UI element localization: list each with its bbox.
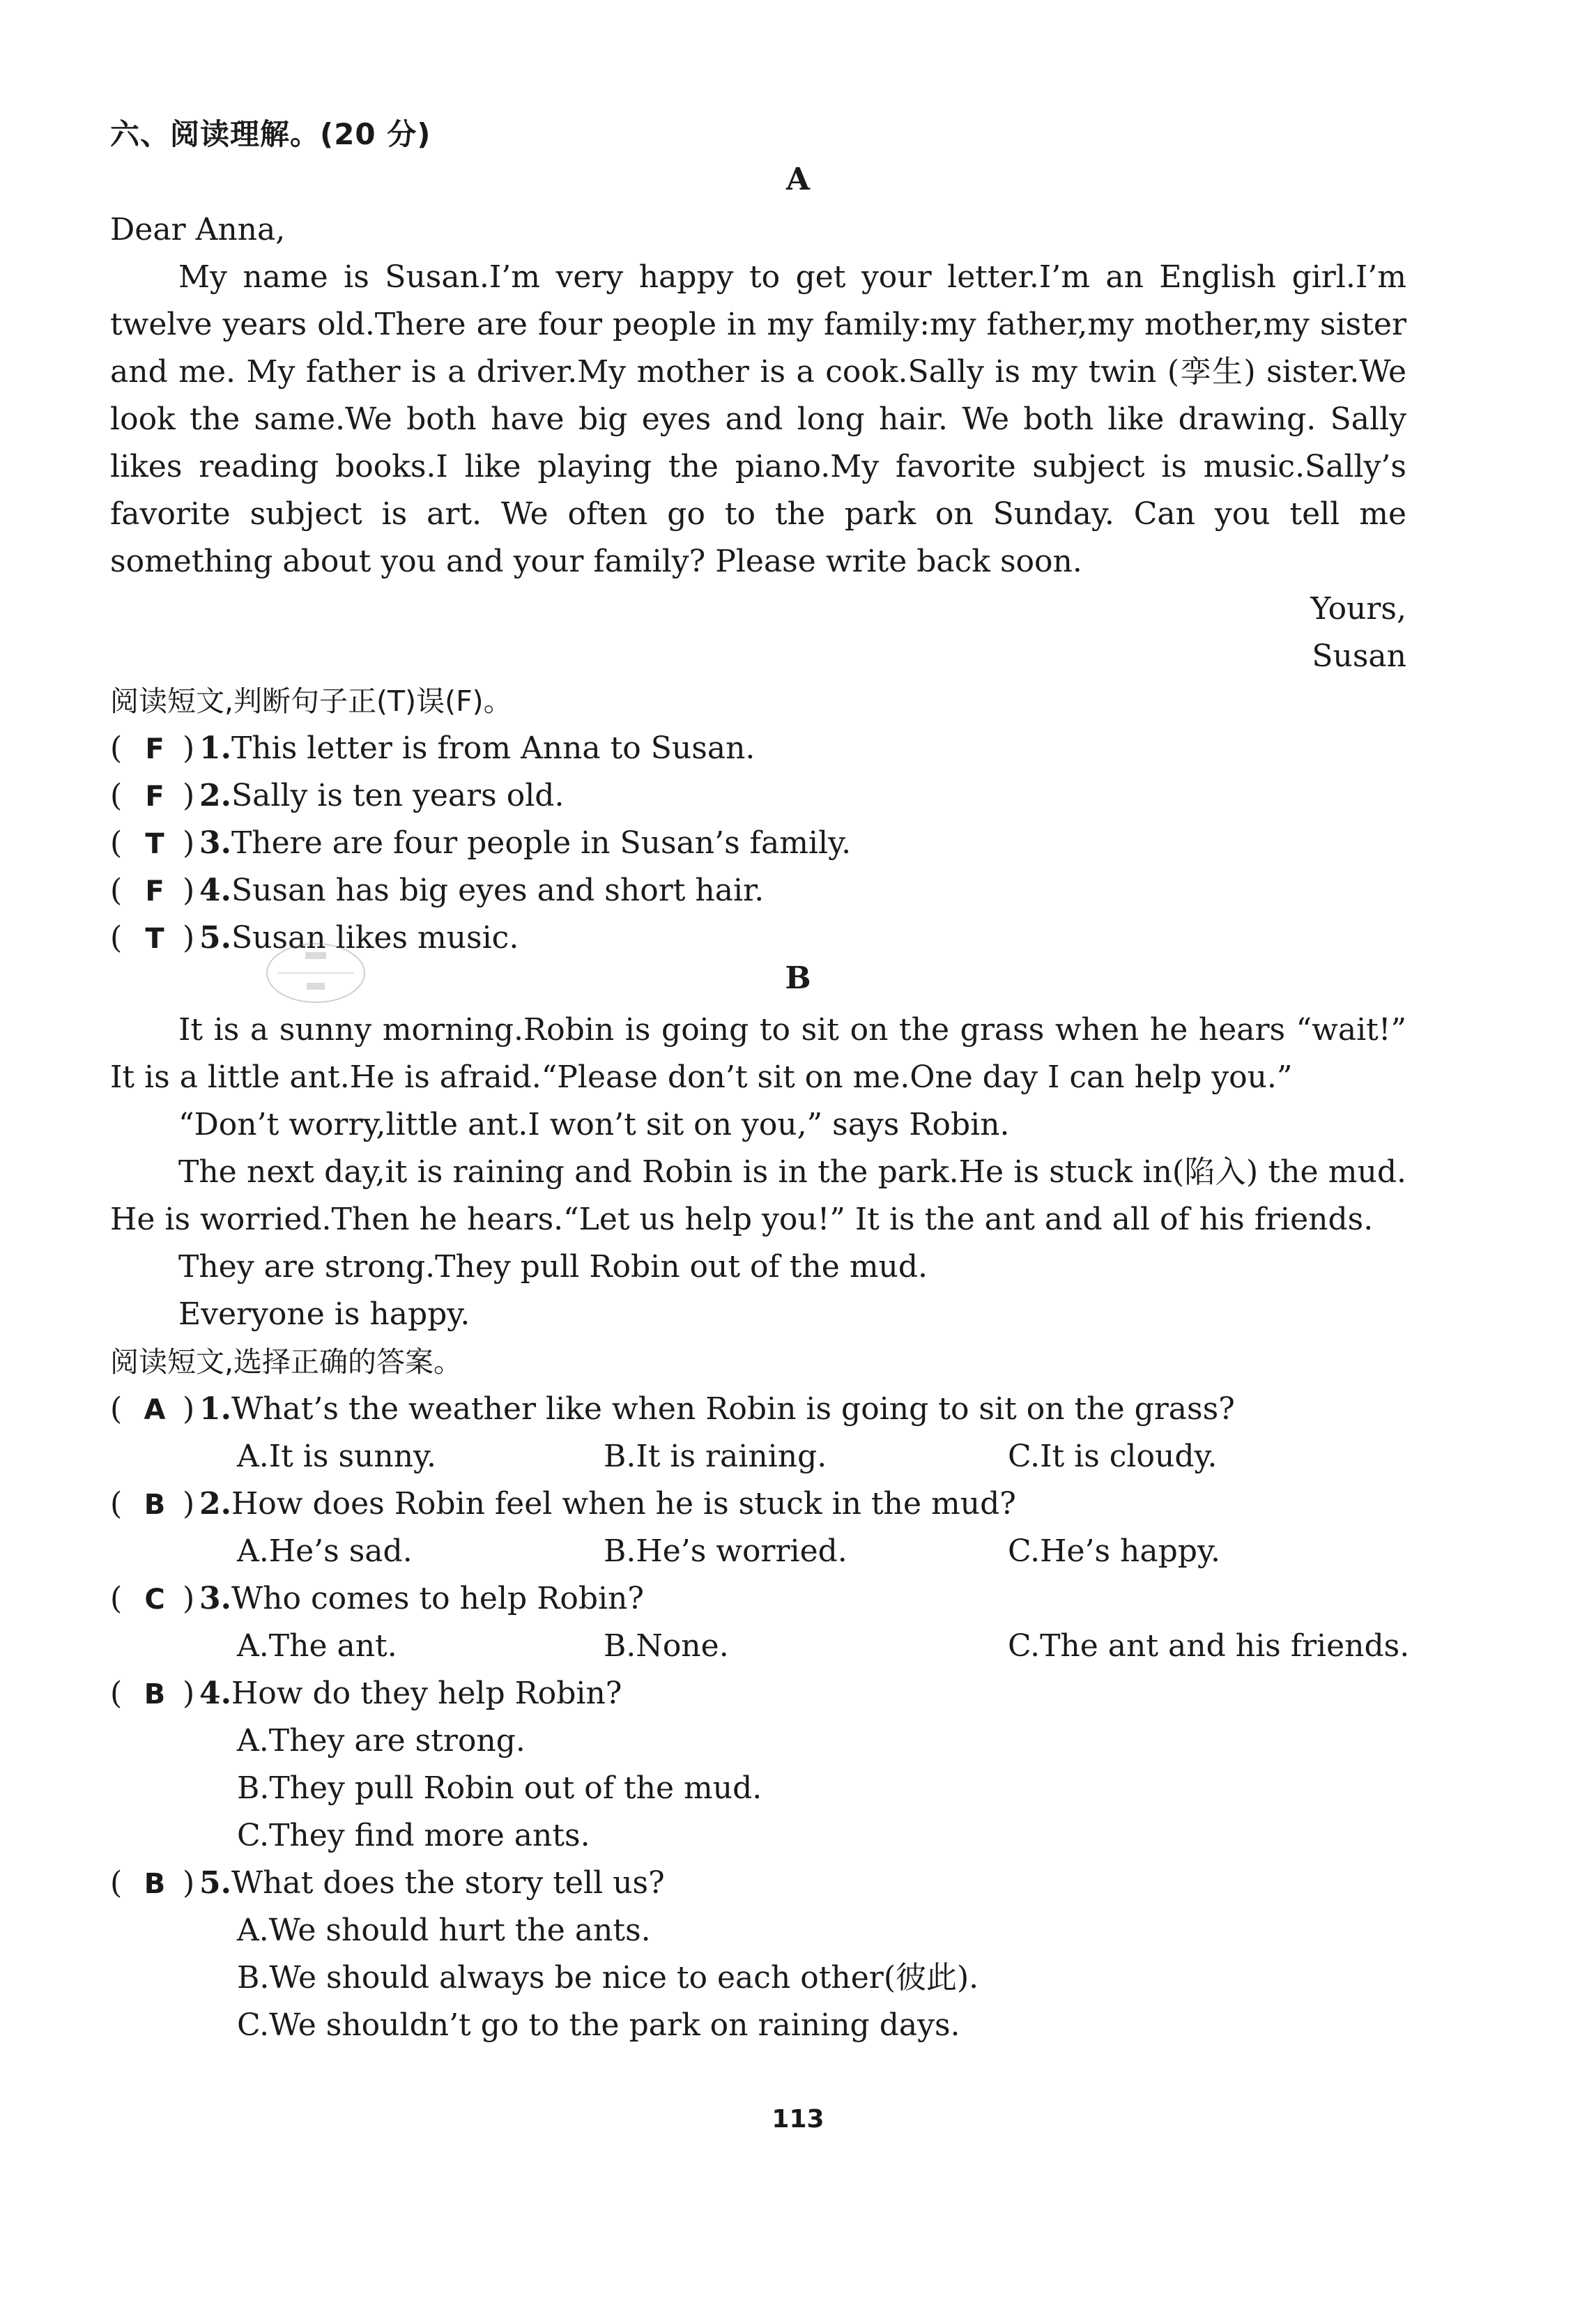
- section-heading: 六、阅读理解。(20 分): [110, 117, 431, 151]
- option-a: A.It is sunny.: [237, 1439, 437, 1474]
- option-b: B.He’s worried.: [604, 1533, 847, 1569]
- answer-mark: B: [144, 1678, 166, 1710]
- option-a: A.He’s sad.: [237, 1533, 413, 1569]
- mc-question: ( A ) 1.What’s the weather like when Robin is going to sit on the grass?: [110, 1386, 1406, 1433]
- question-text: What’s the weather like when Robin is going to sit on the grass?: [231, 1391, 1235, 1427]
- tf-item: ( F ) 4.Susan has big eyes and short hair.: [110, 867, 1406, 914]
- option-b: B.It is raining.: [604, 1439, 827, 1474]
- true-false-questions: [110, 725, 1406, 962]
- option-c: C.We shouldn’t go to the park on raining days.: [237, 2007, 960, 2043]
- question-text: How does Robin feel when he is stuck in the mud?: [231, 1486, 1016, 1522]
- option-row: [110, 1623, 1410, 1670]
- story-paragraph: It is a sunny morning.Robin is going to sit on the grass when he hears “wait!” It is a little ant.He is afraid.“Please don’t sit on me.One day I can help you.”: [110, 1012, 1406, 1095]
- answer-mark: B: [144, 1489, 166, 1521]
- tf-statement: Susan has big eyes and short hair.: [231, 873, 765, 908]
- story-paragraph: The next day,it is raining and Robin is in the park.He is stuck in(陷入) the mud. He is worried.Then he hears.“Let us help you!” It is the ant and all of his friends.: [110, 1154, 1406, 1237]
- letter-greeting: Dear Anna,: [110, 212, 286, 247]
- tf-item: ( F ) 1.This letter is from Anna to Susan.: [110, 725, 1406, 772]
- tf-instruction: 阅读短文,判断句子正(T)误(F)。: [110, 684, 512, 718]
- question-text: What does the story tell us?: [231, 1865, 665, 1901]
- answer-mark: B: [144, 1868, 166, 1900]
- passage-b-label: B: [785, 960, 811, 996]
- letter-closing: Yours,: [1310, 591, 1406, 627]
- option-b: B.We should always be nice to each other(彼此).: [237, 1960, 979, 1996]
- answer-mark: F: [145, 733, 164, 765]
- story-paragraph: “Don’t worry,little ant.I won’t sit on you,” says Robin.: [178, 1107, 1010, 1142]
- tf-statement: Susan likes music.: [231, 920, 519, 956]
- passage-a-letter: [110, 206, 1406, 680]
- option-c: C.It is cloudy.: [1008, 1439, 1218, 1474]
- tf-statement: There are four people in Susan’s family.: [231, 825, 852, 861]
- option-c: C.He’s happy.: [1008, 1533, 1220, 1569]
- option-a: A.They are strong.: [237, 1723, 525, 1759]
- tf-item: ( T ) 3.There are four people in Susan’s family.: [110, 820, 1406, 867]
- mc-instruction: 阅读短文,选择正确的答案。: [110, 1345, 463, 1379]
- option-row: [110, 1528, 1406, 1575]
- page-number: 113: [772, 2105, 824, 2134]
- question-text: How do they help Robin?: [231, 1676, 622, 1711]
- tf-statement: Sally is ten years old.: [231, 778, 565, 813]
- option-a: A.We should hurt the ants.: [237, 1913, 651, 1948]
- tf-statement: This letter is from Anna to Susan.: [231, 730, 755, 766]
- answer-mark: T: [145, 923, 164, 955]
- answer-mark: C: [144, 1584, 165, 1616]
- multiple-choice-questions: [110, 1386, 1410, 2049]
- passage-a-label: A: [785, 162, 811, 197]
- answer-mark: F: [145, 781, 164, 813]
- tf-item: ( F ) 2.Sally is ten years old.: [110, 772, 1406, 820]
- letter-body: My name is Susan.I’m very happy to get your letter.I’m an English girl.I’m twelve years old.There are four people in my family:my father,my mother,my sister and me. My father is a driver.My mother is a cook.Sally is my twin (孪生) sister.We look the same.We both have big eyes and long hair. We both like drawing. Sally likes reading books.I like playing the piano.My favorite subject is music.Sally’s favorite subject is art. We often go to the park on Sunday. Can you tell me something about you and your family? Please write back soon.: [110, 259, 1406, 579]
- mc-question: ( B ) 5.What does the story tell us?: [110, 1860, 1406, 1907]
- option-b: B.They pull Robin out of the mud.: [237, 1770, 762, 1806]
- mc-question: ( B ) 4.How do they help Robin?: [110, 1670, 1406, 1717]
- answer-mark: T: [145, 828, 164, 860]
- option-row: [110, 1433, 1406, 1480]
- question-text: Who comes to help Robin?: [231, 1581, 644, 1616]
- tf-item: ( T ) 5.Susan likes music.: [110, 914, 1406, 962]
- story-paragraph: Everyone is happy.: [178, 1296, 470, 1332]
- option-b: B.None.: [604, 1628, 729, 1664]
- answer-mark: A: [144, 1394, 166, 1426]
- option-c: C.The ant and his friends.: [1008, 1628, 1410, 1664]
- option-a: A.The ant.: [237, 1628, 397, 1664]
- letter-signature: Susan: [1312, 638, 1406, 674]
- passage-b-story: [110, 1006, 1406, 1338]
- option-c: C.They find more ants.: [237, 1818, 590, 1853]
- answer-mark: F: [145, 875, 164, 908]
- mc-question: ( B ) 2.How does Robin feel when he is stuck in the mud?: [110, 1480, 1406, 1528]
- mc-question: ( C ) 3.Who comes to help Robin?: [110, 1575, 1406, 1623]
- story-paragraph: They are strong.They pull Robin out of the mud.: [178, 1249, 928, 1285]
